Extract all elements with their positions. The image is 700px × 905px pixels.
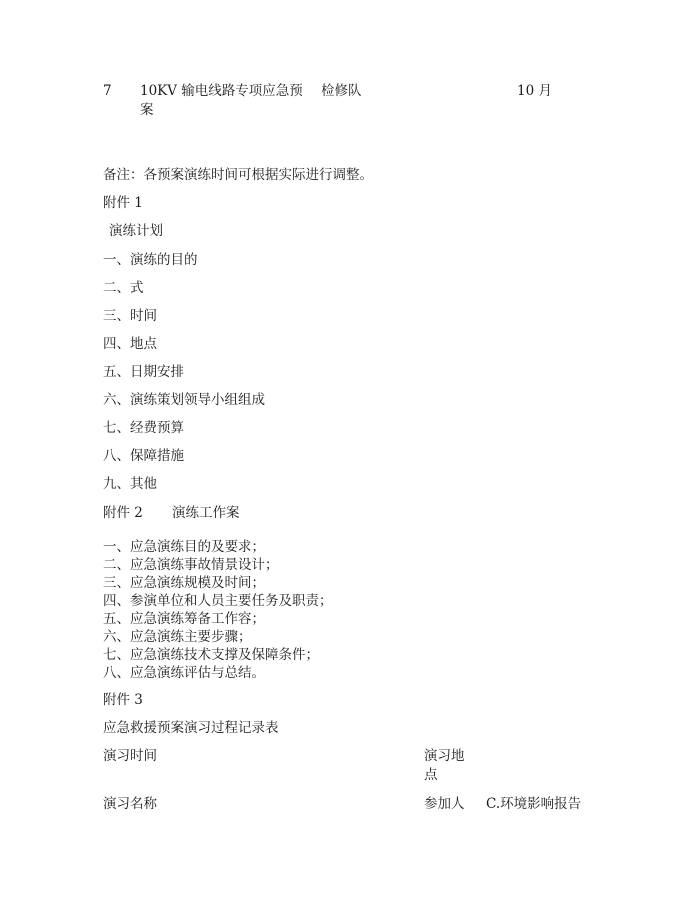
attachment1-item: 四、地点 bbox=[103, 336, 157, 352]
attachment3-title: 应急救援预案演习过程记录表 bbox=[103, 720, 279, 736]
attachment1-item: 五、日期安排 bbox=[103, 364, 184, 380]
attachment1-item: 六、演练策划领导小组组成 bbox=[103, 392, 265, 408]
month: 10 月 bbox=[517, 83, 552, 99]
attachment3-heading: 附件 3 bbox=[103, 692, 143, 708]
plan-name-line2: 案 bbox=[140, 102, 154, 118]
drill-name-label: 演习名称 bbox=[103, 796, 157, 812]
attachment2-item: 四、参演单位和人员主要任务及职责； bbox=[103, 593, 333, 609]
drill-time-label: 演习时间 bbox=[103, 748, 157, 764]
attachment2-item: 一、应急演练目的及要求； bbox=[103, 539, 265, 555]
responsible-unit: 检修队 bbox=[321, 83, 362, 99]
drill-place-label-line2: 点 bbox=[424, 767, 438, 783]
attachment2-item: 七、应急演练技术支撑及保障条件； bbox=[103, 647, 319, 663]
attachment2-title: 演练工作案 bbox=[172, 505, 240, 521]
attachment2-item: 二、应急演练事故情景设计； bbox=[103, 557, 279, 573]
attachment1-item: 九、其他 bbox=[103, 476, 157, 492]
attachment1-title: 演练计划 bbox=[109, 223, 163, 239]
attachment1-heading: 附件 1 bbox=[103, 195, 143, 211]
attachment1-item: 八、保障措施 bbox=[103, 448, 184, 464]
attachment2-item: 三、应急演练规模及时间； bbox=[103, 575, 265, 591]
plan-name-line1: 10KV 输电线路专项应急预 bbox=[140, 83, 303, 99]
attachment1-item: 一、演练的目的 bbox=[103, 252, 198, 268]
attachment2-item: 六、应急演练主要步骤； bbox=[103, 629, 252, 645]
note: 备注：各预案演练时间可根据实际进行调整。 bbox=[103, 167, 373, 183]
attachment2-item: 八、应急演练评估与总结。 bbox=[103, 665, 265, 681]
attachment1-item: 二、式 bbox=[103, 280, 144, 296]
environmental-report-text: C.环境影响报告 bbox=[486, 796, 582, 812]
attachment2-heading: 附件 2 bbox=[103, 505, 143, 521]
attachment1-item: 七、经费预算 bbox=[103, 420, 184, 436]
drill-place-label-line1: 演习地 bbox=[424, 748, 465, 764]
attachment1-item: 三、时间 bbox=[103, 308, 157, 324]
participants-label: 参加人 bbox=[424, 796, 465, 812]
row-number: 7 bbox=[103, 83, 112, 99]
attachment2-item: 五、应急演练筹备工作容； bbox=[103, 611, 265, 627]
